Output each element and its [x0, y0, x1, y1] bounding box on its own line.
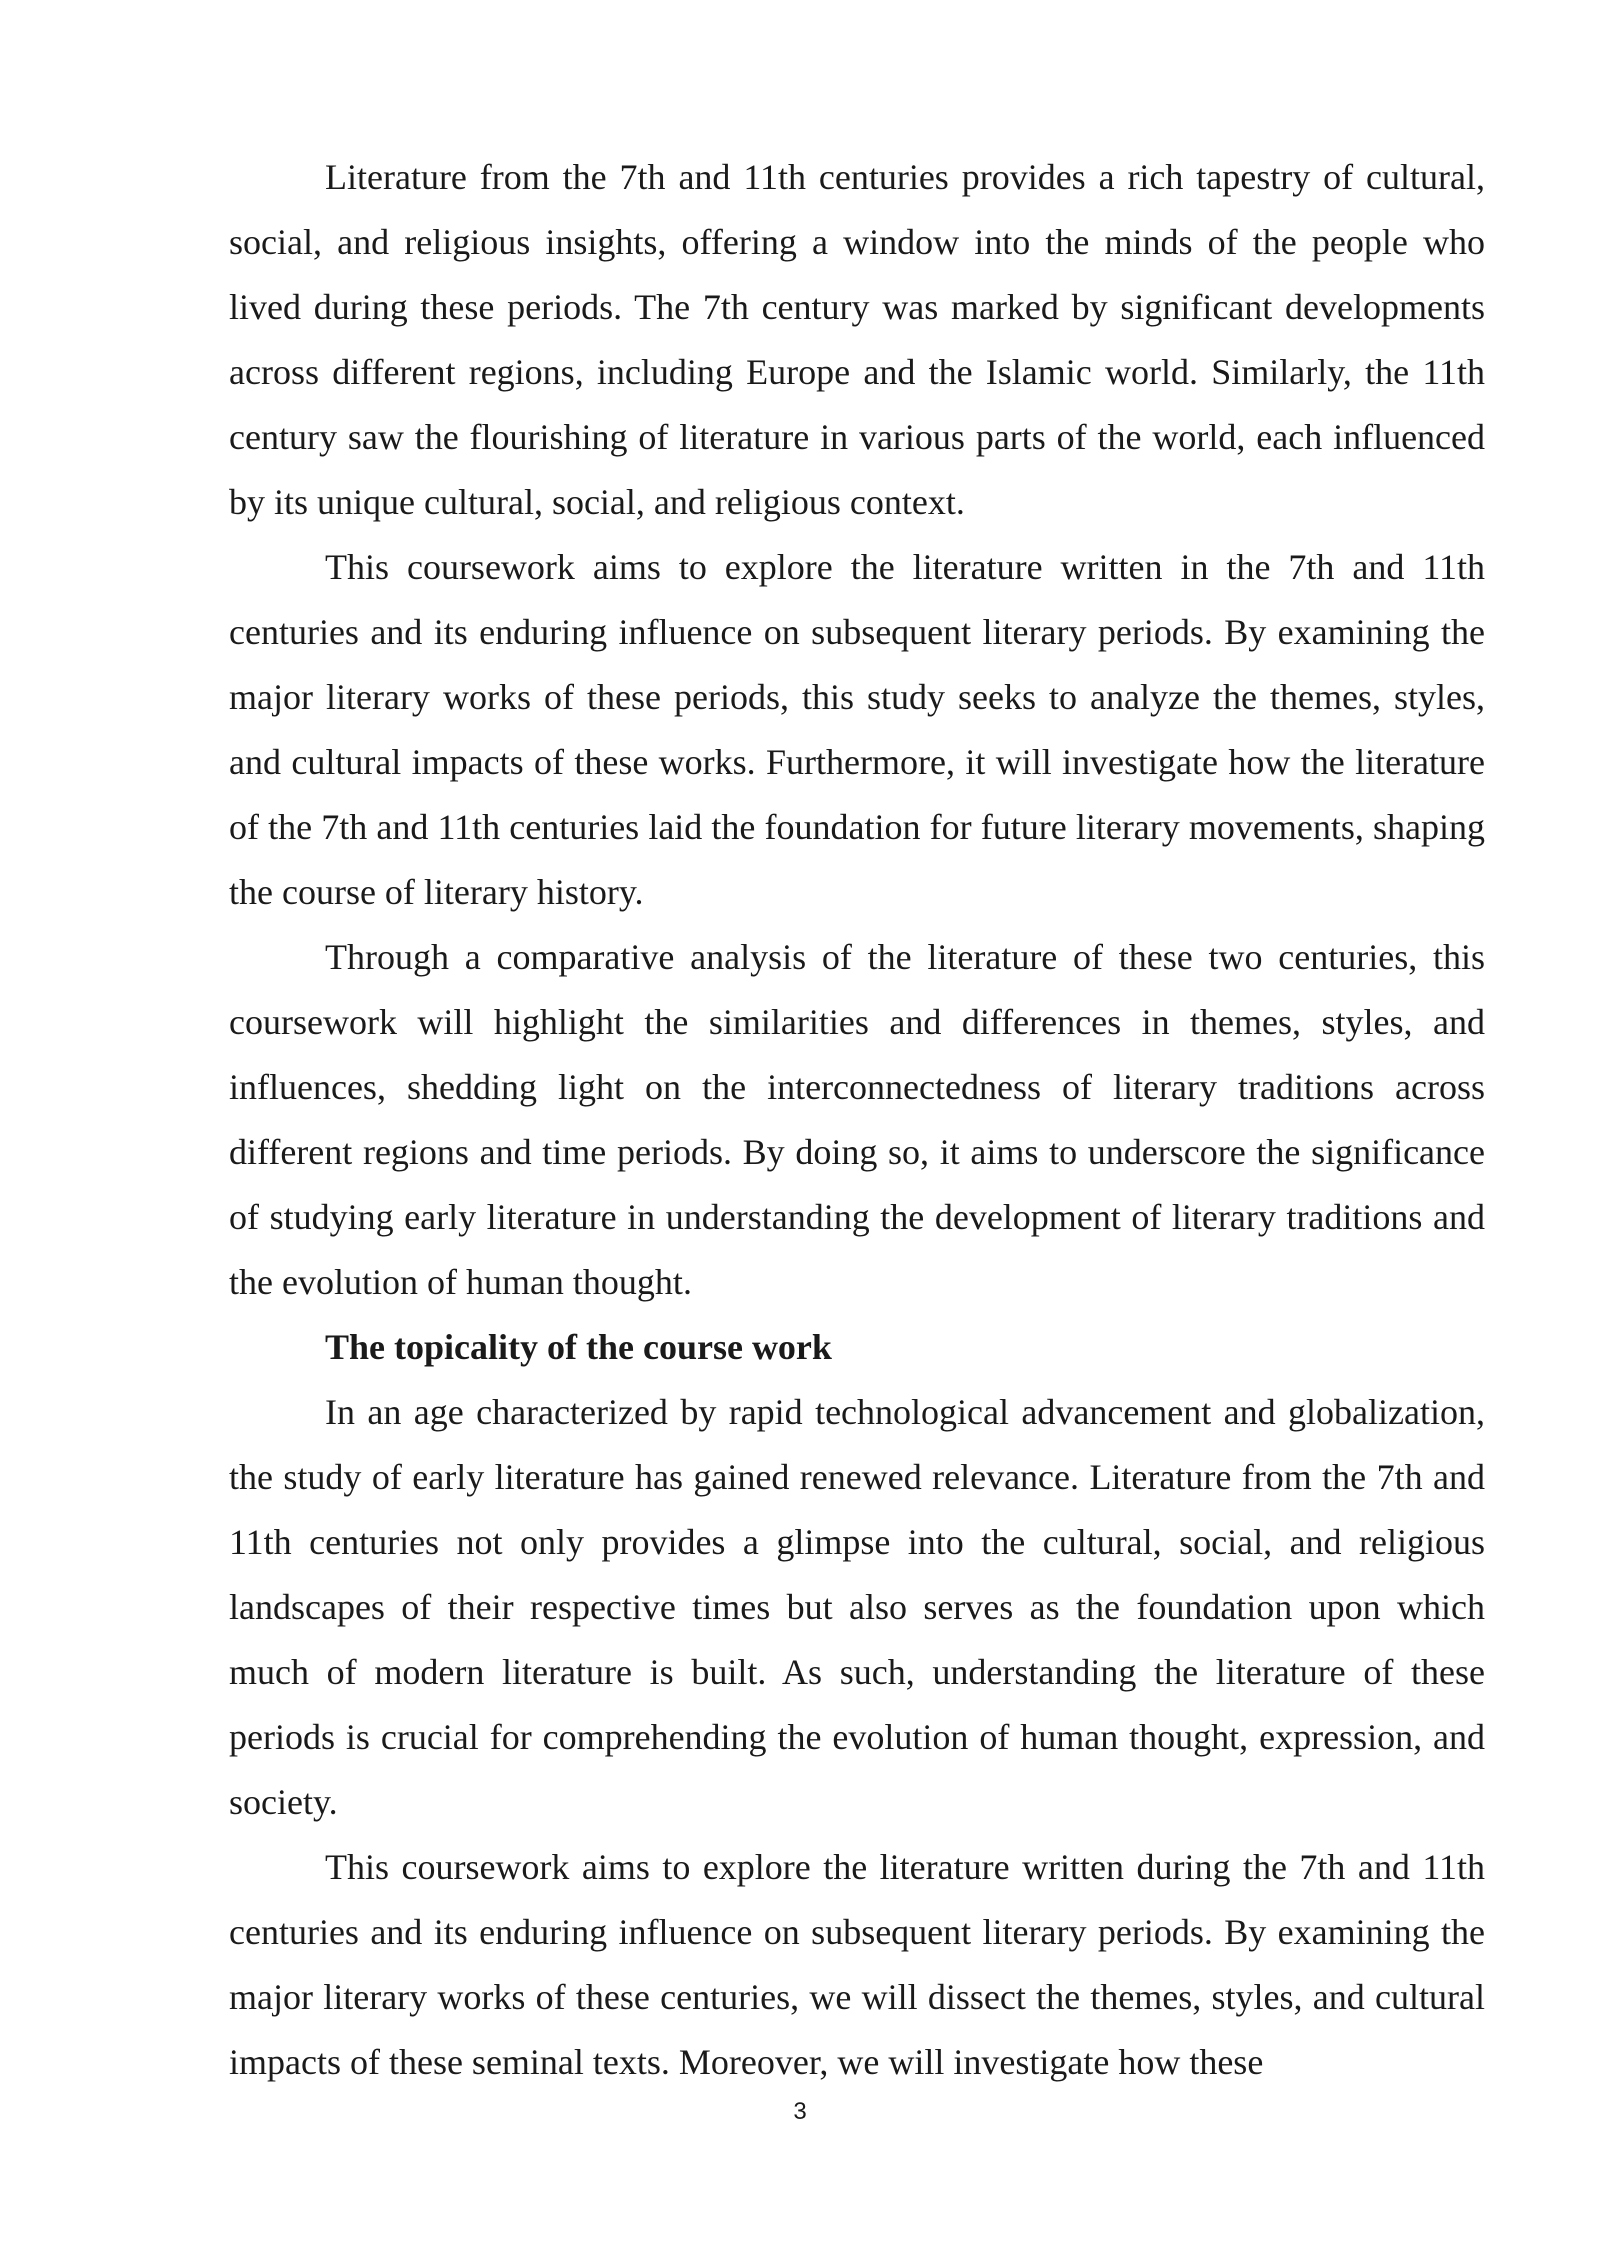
paragraph-topicality-2: This coursework aims to explore the literature written during the 7th and 11th centuries and its enduring influence on subsequent literary periods. By examining the major literary works of these centuries, we will dissect the themes, styles, and cultural impacts of these seminal texts. Moreover, we will investigate how these: [229, 1847, 1485, 2082]
paragraph-intro-2: This coursework aims to explore the literature written in the 7th and 11th centuries and its enduring influence on subsequent literary periods. By examining the major literary works of these periods, this study seeks to analyze the themes, styles, and cultural impacts of these works. Furthermore, it will investigate how the literature of the 7th and 11th centuries laid the foundation for future literary movements, shaping the course of literary history.: [229, 547, 1485, 912]
body-text: [229, 145, 1485, 2095]
paragraph-topicality-1: In an age characterized by rapid technological advancement and globalization, the study of early literature has gained renewed relevance. Literature from the 7th and 11th centuries not only provides a glimpse into the cultural, social, and religious landscapes of their respective times but also serves as the foundation upon which much of modern literature is built. As such, understanding the literature of these periods is crucial for comprehending the evolution of human thought, expression, and society.: [229, 1392, 1485, 1822]
paragraph-intro-3: Through a comparative analysis of the literature of these two centuries, this coursework will highlight the similarities and differences in themes, styles, and influences, shedding light on the interconnectedness of literary traditions across different regions and time periods. By doing so, it aims to underscore the significance of studying early literature in understanding the development of literary traditions and the evolution of human thought.: [229, 937, 1485, 1302]
section-heading: The topicality of the course work: [325, 1327, 832, 1367]
page-number: 3: [793, 2098, 807, 2125]
paragraph-intro-1: Literature from the 7th and 11th centuries provides a rich tapestry of cultural, social, and religious insights, offering a window into the minds of the people who lived during these periods. The 7th century was marked by significant developments across different regions, including Europe and the Islamic world. Similarly, the 11th century saw the flourishing of literature in various parts of the world, each influenced by its unique cultural, social, and religious context.: [229, 157, 1485, 522]
